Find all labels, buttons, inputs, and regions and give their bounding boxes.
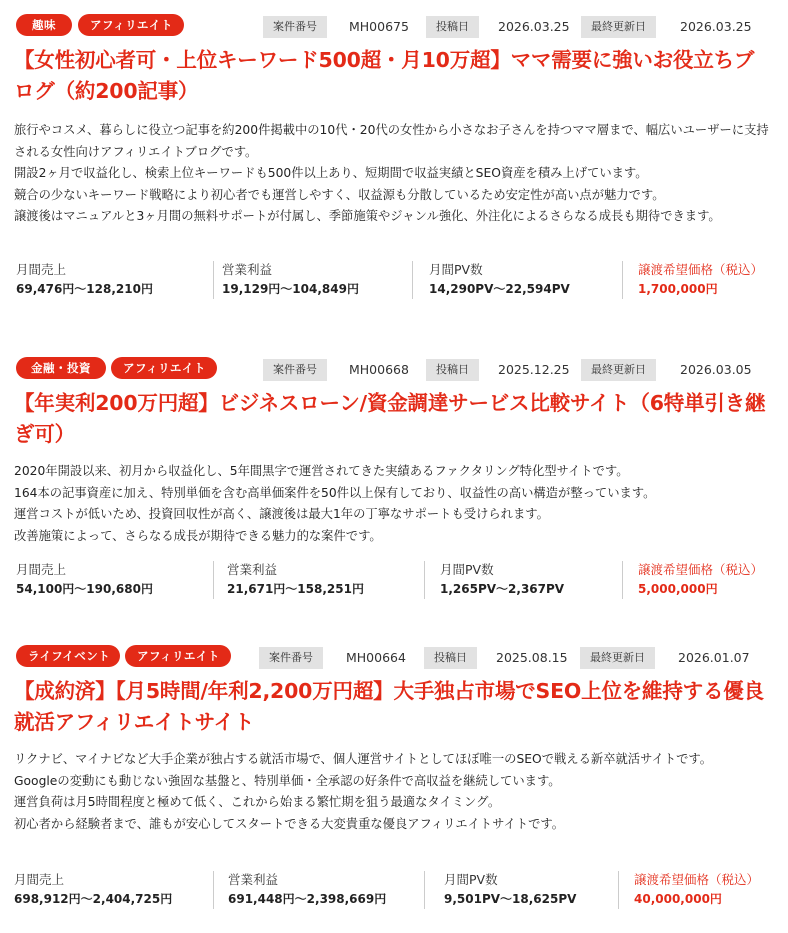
post-date-label: 投稿日 xyxy=(426,16,479,38)
category-tag[interactable]: アフィリエイト xyxy=(125,645,231,667)
stat-divider xyxy=(412,261,413,299)
stat-monthly-pv xyxy=(440,561,564,599)
stat-value: 1,265PV〜2,367PV xyxy=(440,582,565,596)
stat-operating-profit xyxy=(228,871,386,909)
description-line: 運営コストが低いため、投資回収性が高く、譲渡後は最大1年の丁寧なサポートも受けられます。 xyxy=(14,507,549,521)
post-date-label: 投稿日 xyxy=(426,359,479,381)
stat-label: 月間PV数 xyxy=(444,872,498,887)
stat-value: 54,100円〜190,680円 xyxy=(16,582,153,596)
stat-asking-price xyxy=(638,261,763,299)
stat-divider xyxy=(424,871,425,909)
post-date: 2025.08.15 xyxy=(496,650,568,665)
description-line: 旅行やコスメ、暮らしに役立つ記事を約200件掲載中の10代・20代の女性から小さなお子さんを持つママ層まで、幅広いユーザーに支持される女性向けアフィリエイトブログです。 xyxy=(14,123,769,159)
case-number-label: 案件番号 xyxy=(263,16,327,38)
listing-card[interactable] xyxy=(14,355,776,605)
listing-meta xyxy=(14,643,776,673)
stat-monthly-sales xyxy=(16,561,153,599)
stat-value: 19,129円〜104,849円 xyxy=(222,282,359,296)
description-line: Googleの変動にも動じない強固な基盤と、特別単価・全承認の好条件で高収益を継続しています。 xyxy=(14,773,561,788)
stat-label: 月間売上 xyxy=(14,872,65,887)
stat-value: 691,448円〜2,398,669円 xyxy=(228,892,387,906)
listing-description xyxy=(14,461,774,547)
description-line: 改善施策によって、さらなる成長が期待できる魅力的な案件です。 xyxy=(14,528,382,543)
listing-stats xyxy=(14,871,776,909)
update-date: 2026.03.25 xyxy=(680,19,752,34)
stat-divider xyxy=(622,561,623,599)
stat-operating-profit xyxy=(222,261,359,299)
case-number-label: 案件番号 xyxy=(259,647,323,669)
stat-label: 譲渡希望価格（税込） xyxy=(638,562,764,577)
listing-stats xyxy=(14,261,776,299)
category-tag[interactable]: アフィリエイト xyxy=(78,14,184,36)
stat-divider xyxy=(213,871,214,909)
listing-title[interactable]: 【成約済】【月5時間/年利2,200万円超】大手独占市場でSEO上位を維持する優良就活アフィリエイトサイト xyxy=(14,679,764,734)
update-date-label: 最終更新日 xyxy=(581,16,656,38)
stat-monthly-sales xyxy=(16,261,153,299)
stat-operating-profit xyxy=(227,561,364,599)
description-line: 2020年開設以来、初月から収益化し、5年間黒字で運営されてきた実績あるファクタリング特化型サイトです。 xyxy=(14,464,629,478)
post-date: 2025.12.25 xyxy=(498,362,570,377)
description-line: 競合の少ないキーワード戦略により初心者でも運営しやすく、収益源も分散しているため安定性が高い点が魅力です。 xyxy=(14,187,665,202)
stat-value: 9,501PV〜18,625PV xyxy=(444,892,577,906)
listing-description xyxy=(14,120,774,228)
description-line: 164本の記事資産に加え、特別単価を含む高単価案件を50件以上保有しており、収益性の高い構造が整っています。 xyxy=(14,485,656,500)
category-tag[interactable]: ライフイベント xyxy=(16,645,120,667)
stat-divider xyxy=(622,261,623,299)
update-date-label: 最終更新日 xyxy=(580,647,655,669)
update-date: 2026.03.05 xyxy=(680,362,752,377)
description-line: 運営負荷は月5時間程度と極めて低く、これから始まる繁忙期を狙う最適なタイミング。 xyxy=(14,795,501,809)
listing-meta xyxy=(14,355,776,385)
listing-title[interactable]: 【女性初心者可・上位キーワード500超・月10万超】ママ需要に強いお役立ちブログ（約200記事） xyxy=(14,48,755,103)
stat-value: 698,912円〜2,404,725円 xyxy=(14,892,173,906)
stat-value: 1,700,000円 xyxy=(638,282,718,296)
category-tag[interactable]: 趣味 xyxy=(16,14,72,36)
listing-stats xyxy=(14,561,776,599)
stat-divider xyxy=(213,561,214,599)
listing-description xyxy=(14,749,774,835)
stat-label: 月間PV数 xyxy=(440,562,494,577)
listing-card[interactable] xyxy=(14,643,776,928)
description-line: 初心者から経験者まで、誰もが安心してスタートできる大変貴重な優良アフィリエイトサイトです。 xyxy=(14,816,565,831)
stat-asking-price xyxy=(634,871,759,909)
stat-value: 40,000,000円 xyxy=(634,892,722,906)
description-line: 開設2ヶ月で収益化し、検索上位キーワードも500件以上あり、短期間で収益実績とSEO資産を積み上げています。 xyxy=(14,166,648,180)
stat-label: 営業利益 xyxy=(222,262,273,277)
listing-title[interactable]: 【年実利200万円超】ビジネスローン/資金調達サービス比較サイト（6特単引き継ぎ可） xyxy=(14,391,766,446)
stat-label: 営業利益 xyxy=(227,562,278,577)
case-number: MH00668 xyxy=(349,362,409,377)
listing-card[interactable] xyxy=(14,12,776,302)
case-number: MH00664 xyxy=(346,650,406,665)
stat-label: 譲渡希望価格（税込） xyxy=(634,872,760,887)
stat-label: 月間売上 xyxy=(16,562,67,577)
stat-value: 21,671円〜158,251円 xyxy=(227,582,364,596)
update-date: 2026.01.07 xyxy=(678,650,750,665)
case-number-label: 案件番号 xyxy=(263,359,327,381)
stat-label: 営業利益 xyxy=(228,872,279,887)
stat-divider xyxy=(213,261,214,299)
stat-monthly-pv xyxy=(444,871,576,909)
post-date: 2026.03.25 xyxy=(498,19,570,34)
stat-label: 月間売上 xyxy=(16,262,67,277)
stat-value: 14,290PV〜22,594PV xyxy=(429,282,570,296)
description-line: 譲渡後はマニュアルと3ヶ月間の無料サポートが付属し、季節施策やジャンル強化、外注化によるさらなる成長も期待できます。 xyxy=(14,209,721,223)
listing-meta xyxy=(14,12,776,42)
stat-divider xyxy=(618,871,619,909)
category-tag[interactable]: アフィリエイト xyxy=(111,357,217,379)
stat-label: 譲渡希望価格（税込） xyxy=(638,262,764,277)
stat-label: 月間PV数 xyxy=(429,262,483,277)
stat-value: 69,476円〜128,210円 xyxy=(16,282,153,296)
update-date-label: 最終更新日 xyxy=(581,359,656,381)
case-number: MH00675 xyxy=(349,19,409,34)
stat-monthly-pv xyxy=(429,261,570,299)
post-date-label: 投稿日 xyxy=(424,647,477,669)
stat-value: 5,000,000円 xyxy=(638,582,718,596)
stat-monthly-sales xyxy=(14,871,172,909)
description-line: リクナビ、マイナビなど大手企業が独占する就活市場で、個人運営サイトとしてほぼ唯一のSEOで戦える新卒就活サイトです。 xyxy=(14,752,713,766)
stat-asking-price xyxy=(638,561,763,599)
category-tag[interactable]: 金融・投資 xyxy=(16,357,106,379)
stat-divider xyxy=(424,561,425,599)
